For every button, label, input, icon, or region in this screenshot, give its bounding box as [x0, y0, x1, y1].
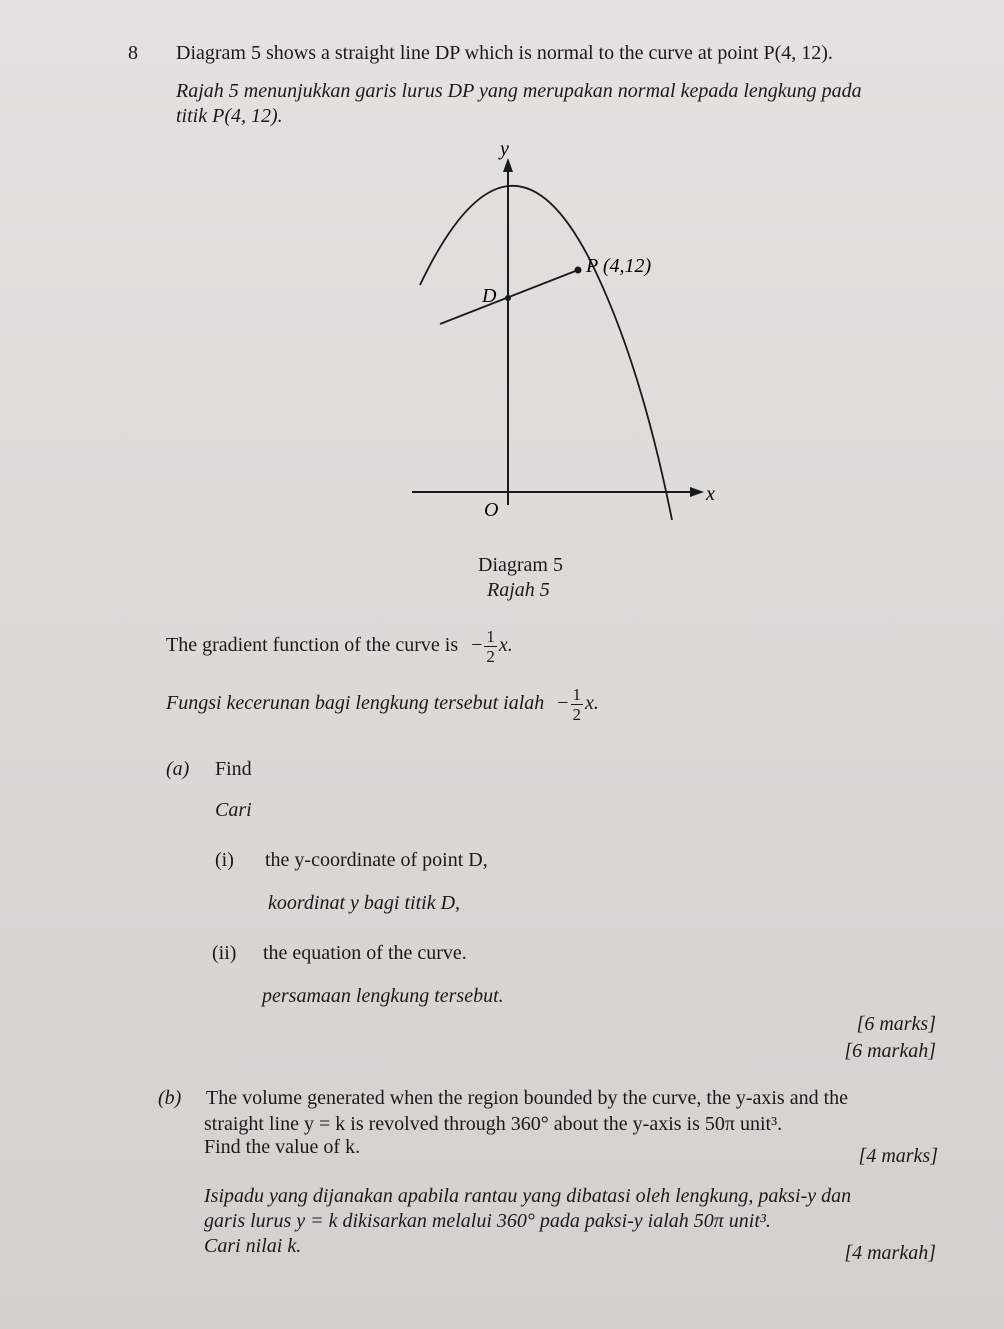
intro-malay-line1: Rajah 5 menunjukkan garis lurus DP yang merupakan normal kepada lengkung pada	[176, 80, 862, 102]
part-b-english-line1: The volume generated when the region bounded by the curve, the y-axis and the	[206, 1087, 849, 1109]
y-axis-arrow-icon	[503, 158, 513, 172]
origin-label: O	[484, 499, 499, 521]
point-p-marker	[575, 267, 582, 274]
part-b-malay-line1: Isipadu yang dijanakan apabila rantau yang dibatasi oleh lengkung, paksi-y dan	[204, 1185, 852, 1207]
part-a-i-english: the y-coordinate of point D,	[265, 849, 488, 871]
fraction-denominator: 2	[486, 647, 495, 666]
point-p-label: P (4,12)	[586, 255, 652, 277]
gradient-variable: x.	[498, 634, 513, 657]
part-b-marks-english: [4 marks]	[858, 1145, 938, 1167]
gradient-english	[166, 628, 513, 665]
part-b-label: (b)	[158, 1087, 182, 1109]
part-a-label: (a)	[166, 758, 190, 780]
x-axis-arrow-icon	[690, 487, 704, 497]
diagram-5	[0, 0, 1004, 560]
diagram-caption-malay: Rajah 5	[487, 579, 550, 601]
point-d-label: D	[482, 285, 497, 307]
gradient-variable-malay: x.	[585, 692, 599, 715]
part-a-i-malay: koordinat y bagi titik D,	[268, 892, 461, 914]
question-number: 8	[128, 42, 138, 64]
part-a-find-english: Find	[215, 758, 252, 780]
diagram-caption-english: Diagram 5	[478, 554, 563, 576]
part-a-ii-malay: persamaan lengkung tersebut.	[262, 985, 504, 1007]
gradient-sign-malay: −	[557, 692, 569, 715]
curve	[420, 186, 672, 520]
gradient-malay	[166, 686, 599, 723]
gradient-fraction	[484, 628, 497, 665]
point-d-marker	[505, 295, 511, 301]
fraction-numerator: 1	[486, 627, 495, 646]
gradient-fraction-malay	[571, 686, 584, 723]
part-b-english-line3: Find the value of k.	[204, 1136, 361, 1158]
fraction-denominator-malay: 2	[572, 705, 582, 724]
part-b-malay-line3: Cari nilai k.	[204, 1235, 302, 1257]
intro-english: Diagram 5 shows a straight line DP which is normal to the curve at point P(4, 12).	[176, 42, 833, 64]
intro-malay-line2: titik P(4, 12).	[176, 105, 283, 127]
part-a-marks-malay: [6 markah]	[844, 1040, 936, 1062]
gradient-sign: −	[471, 634, 483, 657]
part-a-ii-label: (ii)	[212, 942, 237, 964]
part-a-ii-english: the equation of the curve.	[263, 942, 467, 964]
gradient-malay-text: Fungsi kecerunan bagi lengkung tersebut ialah	[166, 692, 545, 715]
part-b-malay-line2: garis lurus y = k dikisarkan melalui 360° pada paksi-y ialah 50π unit³.	[204, 1210, 771, 1232]
x-axis-label: x	[706, 483, 715, 505]
gradient-english-text: The gradient function of the curve is	[166, 634, 459, 657]
y-axis-label: y	[500, 138, 509, 160]
part-a-i-label: (i)	[215, 849, 234, 871]
part-a-find-malay: Cari	[215, 799, 252, 821]
part-b-marks-malay: [4 markah]	[844, 1242, 936, 1264]
part-a-marks-english: [6 marks]	[856, 1013, 936, 1035]
fraction-numerator-malay: 1	[572, 685, 582, 704]
part-b-english-line2: straight line y = k is revolved through 360° about the y-axis is 50π unit³.	[204, 1113, 783, 1135]
